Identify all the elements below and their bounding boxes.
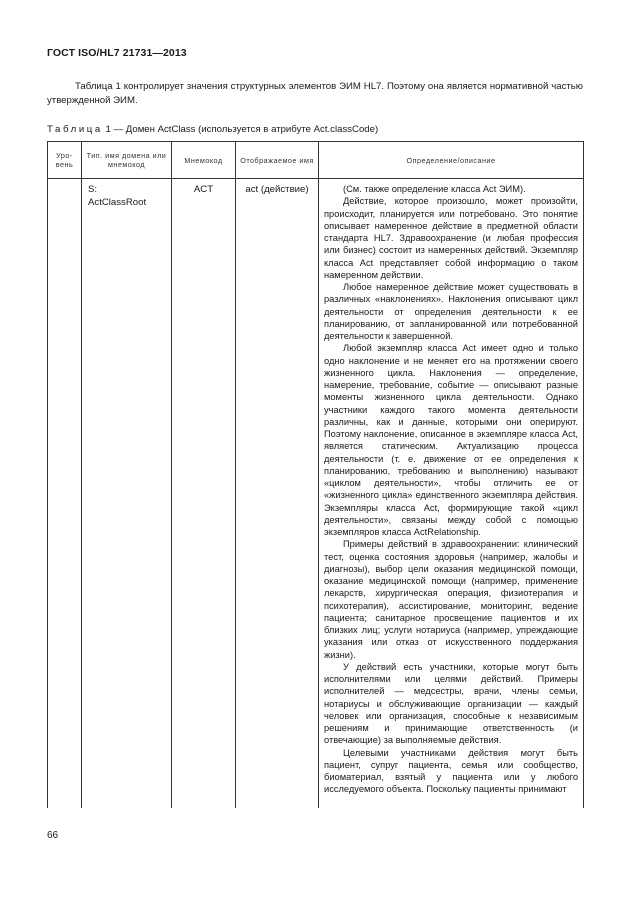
type-name-prefix: S:: [88, 184, 98, 195]
cell-level: [48, 179, 82, 809]
definition-paragraph-4: Любой экземпляр класса Act имеет одно и только одно наклонение и не меняет его на протяжении своего жизненного цикла. Наклонения — определение, намерение, требование, событие — описывают разные моменты жизненного цикла деятельности. Однако участники каждого такого момента деятельности различны, как и данные, которыми они оперируют. Поэтому наклонение, описанное в экземпляре класса Act, является статическим. Актуализацию процесса деятельности (т. е. движение от ее определения к планированию, требованию и выполнению) называют «циклом деятельности», чтобы отличить ее от «жизненного цикла» единственного экземпляра действия. Экземпляры класса Act, формирующие такой «цикл деятельности», связаны между собой с помощью экземпляров класса ActRelationship.: [324, 343, 578, 537]
definition-paragraph-2: Действие, которое произошло, может произойти, происходит, планируется или потребовано. Это понятие описывает намеренное действие в предметной области стандарта HL7. Здравоохранение (и любая профессия или бизнес) состоит из намеренных действий. Экземпляр класса Act представляет собой информацию о таком намеренном действии.: [324, 196, 578, 280]
table-caption-label: Таблица: [47, 124, 103, 135]
column-header-type-name: Тип. имя домена или мнемокод: [82, 142, 172, 179]
definition-paragraph-6: У действий есть участники, которые могут быть исполнителями или целями действий. Примеры исполнителей — медсестры, врачи, члены семьи, нотариусы и обслуживающие организации — каждый человек или организация, способные к независимым решениям и принимающие ответственность (и отвечающие) за выполняемые действия.: [324, 661, 578, 746]
definition-paragraph-1: (См. также определение класса Act ЭИМ).: [343, 184, 526, 194]
cell-definition: [319, 179, 584, 809]
display-name-value: act (действие): [245, 184, 309, 195]
domain-table: [47, 141, 584, 808]
mnemonic-value: ACT: [193, 184, 214, 195]
definition-paragraph-5: Примеры действий в здравоохранении: клинический тест, оценка состояния здоровья (например, жалобы и диагнозы), выбор цели оказания медицинской помощи, оказание медицинской помощи (например, применение лекарств, хирургическая операция, физиотерапия и психотерапия), ассистирование, мониторинг, ведение пациента; санитарное просвещение пациентов и их близких лиц; услуги нотариуса (например, упреждающие указания или отказ от искусственного поддержания жизни).: [324, 539, 578, 660]
table-caption: [47, 124, 378, 135]
cell-type-name: [82, 179, 172, 809]
column-header-level: Уро-вень: [48, 142, 82, 179]
column-header-mnemonic: Мнемокод: [172, 142, 236, 179]
column-header-definition: Определение/описание: [319, 142, 584, 179]
page-number: 66: [47, 830, 59, 841]
table-row: [48, 179, 584, 809]
intro-paragraph: Таблица 1 контролирует значения структурных элементов ЭИМ HL7. Поэтому она является нормативной частью утвержденной ЭИМ.: [47, 81, 583, 106]
definition-paragraph-7: Целевыми участниками действия могут быть пациент, супруг пациента, семья или сообщество, биоматериал, взятый у пациента или у любого исследуемого объекта. Поскольку пациенты принимают: [324, 747, 578, 795]
cell-mnemonic: [172, 179, 236, 809]
table-header-row: [48, 142, 584, 179]
document-header: ГОСТ ISO/HL7 21731—2013: [47, 47, 187, 59]
type-name-value: ActClassRoot: [88, 197, 147, 208]
cell-display-name: [236, 179, 319, 809]
column-header-display-name: Отображаемое имя: [236, 142, 319, 179]
definition-paragraph-3: Любое намеренное действие может существовать в различных «наклонениях». Наклонения описывают цикл деятельности от определения деятельности к ее планированию, от запланированной или потребованной деятельности к завершенной.: [324, 282, 578, 341]
table-caption-title: 1 — Домен ActClass (используется в атрибуте Act.classCode): [102, 124, 379, 135]
